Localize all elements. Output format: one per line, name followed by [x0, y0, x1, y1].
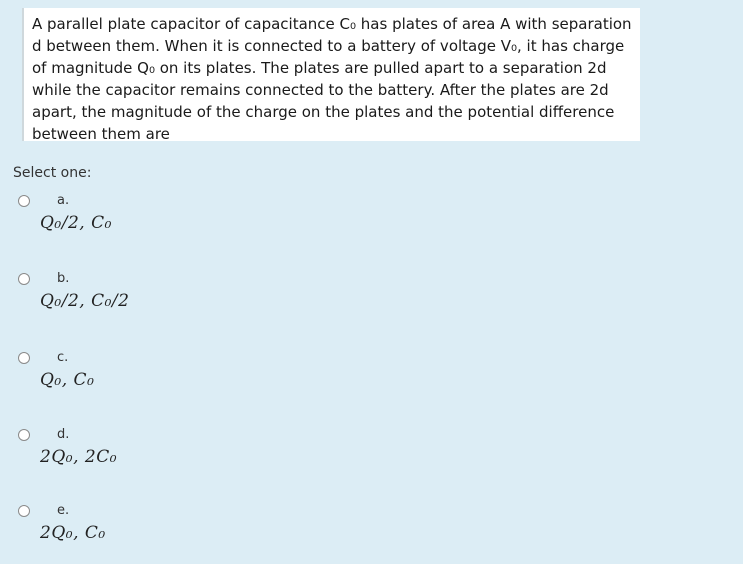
- option-answer: 2Q₀, C₀: [40, 523, 106, 543]
- option-b[interactable]: [0, 271, 400, 331]
- option-answer: 2Q₀, 2C₀: [40, 447, 118, 467]
- radio-button[interactable]: [18, 195, 30, 207]
- question-text: A parallel plate capacitor of capacitance C₀ has plates of area A with separation d between them. When it is connected to a battery of voltage V₀, it has charge of magnitude Q₀ on its plates. The plates are pulled apart to a separation 2d while the capacitor remains connected to the battery. After the plates are 2d apart, the magnitude of the charge on the plates and the potential difference between them are: [32, 15, 632, 143]
- radio-button[interactable]: [18, 273, 30, 285]
- option-d[interactable]: [0, 427, 400, 487]
- option-answer: Q₀/2, C₀/2: [40, 291, 130, 311]
- option-c[interactable]: [0, 350, 400, 410]
- option-letter: e.: [57, 503, 70, 518]
- select-one-prompt: Select one:: [13, 165, 92, 181]
- radio-button[interactable]: [18, 505, 30, 517]
- question-box: [22, 8, 640, 141]
- option-answer: Q₀, C₀: [40, 370, 95, 390]
- radio-button[interactable]: [18, 352, 30, 364]
- option-a[interactable]: [0, 193, 400, 253]
- option-e[interactable]: [0, 503, 400, 563]
- option-letter: a.: [57, 193, 70, 208]
- option-answer: Q₀/2, C₀: [40, 213, 112, 233]
- radio-button[interactable]: [18, 429, 30, 441]
- option-letter: c.: [57, 350, 69, 365]
- option-letter: b.: [57, 271, 70, 286]
- option-letter: d.: [57, 427, 70, 442]
